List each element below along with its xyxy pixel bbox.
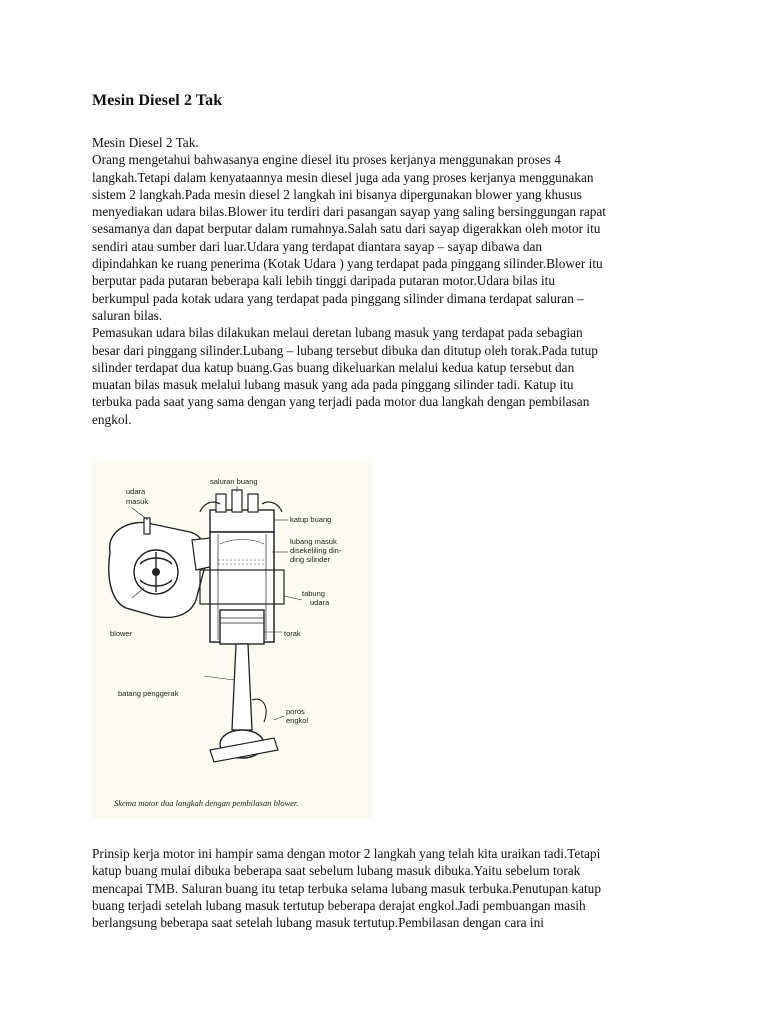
engine-diagram xyxy=(92,460,372,818)
label-udara: udara xyxy=(126,487,146,496)
text-line: muatan bilas masuk melalui lubang masuk yang ada pada pinggang silinder tadi. Katup itu xyxy=(92,377,574,393)
connecting-rod xyxy=(232,644,252,730)
text-line: buang terjadi setelah lubang masuk tertutup beberapa derajat engkol.Jadi pembuangan masih xyxy=(92,897,586,913)
label-torak: torak xyxy=(284,629,301,638)
text-line: berkumpul pada kotak udara yang terdapat pada pinggang silinder dimana terdapat saluran – xyxy=(92,290,584,306)
text-line: berlangsung beberapa saat setelah lubang masuk tertutup.Pembilasan dengan cara ini xyxy=(92,915,544,931)
text-line: terbuka pada saat yang sama dengan yang terjadi pada motor dua langkah dengan pembilasan xyxy=(92,394,590,410)
label-blower: blower xyxy=(110,629,133,638)
text-line: sistem 2 langkah.Pada mesin diesel 2 langkah ini bisanya dipergunakan blower yang khusus xyxy=(92,186,582,202)
exhaust-port-right xyxy=(248,494,258,512)
text-line: katup buang mulai dibuka beberapa saat sebelum lubang masuk dibuka.Yaitu sebelum torak xyxy=(92,863,581,879)
label-disekeliling: disekeliling din- xyxy=(290,546,342,555)
text-line: mencapai TMB. Saluran buang itu tetap terbuka selama lubang masuk terbuka.Penutupan katup xyxy=(92,880,601,896)
exhaust-port-middle xyxy=(232,490,242,512)
label-lubang-masuk: lubang masuk xyxy=(290,537,337,546)
text-line: saluran bilas. xyxy=(92,307,163,323)
text-line: menyediakan udara bilas.Blower itu terdiri dari pasangan sayap yang saling bersinggungan rapat xyxy=(92,204,606,220)
text-line: silinder terdapat dua katup buang.Gas buang dikeluarkan melalui kedua katup tersebut dan xyxy=(92,359,575,375)
label-engkol: engkol xyxy=(286,716,309,725)
label-tabung: tabung xyxy=(302,589,325,598)
blower-shaft xyxy=(152,568,160,576)
text-line: sesamanya dan dapat berputar dalam rumahnya.Salah satu dari sayap digerakkan oleh motor itu xyxy=(92,221,601,237)
label-batang-penggerak: batang penggerak xyxy=(118,689,179,698)
air-inlet-pipe xyxy=(144,518,150,534)
engine-diagram-figure xyxy=(92,460,372,818)
label-udara-tabung: udara xyxy=(310,598,330,607)
text-line: langkah.Tetapi dalam kenyataannya mesin diesel juga ada yang proses kerjanya menggunakan xyxy=(92,169,594,185)
body-text-bottom xyxy=(92,845,682,931)
label-ding-silinder: ding silinder xyxy=(290,555,331,564)
figure-caption: Skema motor dua langkah dengan pembilasan blower. xyxy=(114,798,299,808)
label-poros: poros xyxy=(286,707,305,716)
text-line: Prinsip kerja motor ini hampir sama dengan motor 2 langkah yang telah kita uraikan tadi.Tetapi xyxy=(92,846,601,861)
label-saluran-buang: saluran buang xyxy=(210,477,258,486)
text-line: dipindahkan ke ruang penerima (Kotak Udara ) yang terdapat pada pinggang silinder.Blower itu xyxy=(92,256,603,272)
label-masuk: masuk xyxy=(126,497,149,506)
text-line: besar dari pinggang silinder.Lubang – lubang tersebut dibuka dan ditutup oleh torak.Pada tutup xyxy=(92,342,598,358)
label-katup-buang: katup buang xyxy=(290,515,332,524)
body-text-top xyxy=(92,134,682,428)
document-title: Mesin Diesel 2 Tak xyxy=(92,92,223,109)
text-line: Mesin Diesel 2 Tak. xyxy=(92,135,199,150)
text-line: Pemasukan udara bilas dilakukan melaui deretan lubang masuk yang terdapat pada sebagian xyxy=(92,325,583,341)
piston xyxy=(220,610,264,644)
text-line: engkol. xyxy=(92,411,132,427)
text-line: sendiri atau sumber dari luar.Udara yang terdapat diantara sayap – sayap dibawa dan xyxy=(92,238,543,254)
text-line: Orang mengetahui bahwasanya engine diesel itu proses kerjanya menggunakan proses 4 xyxy=(92,152,561,168)
text-line: berputar pada putaran beberapa kali lebih tinggi daripada putaran motor.Udara bilas itu xyxy=(92,273,556,289)
cylinder-head xyxy=(210,510,274,532)
